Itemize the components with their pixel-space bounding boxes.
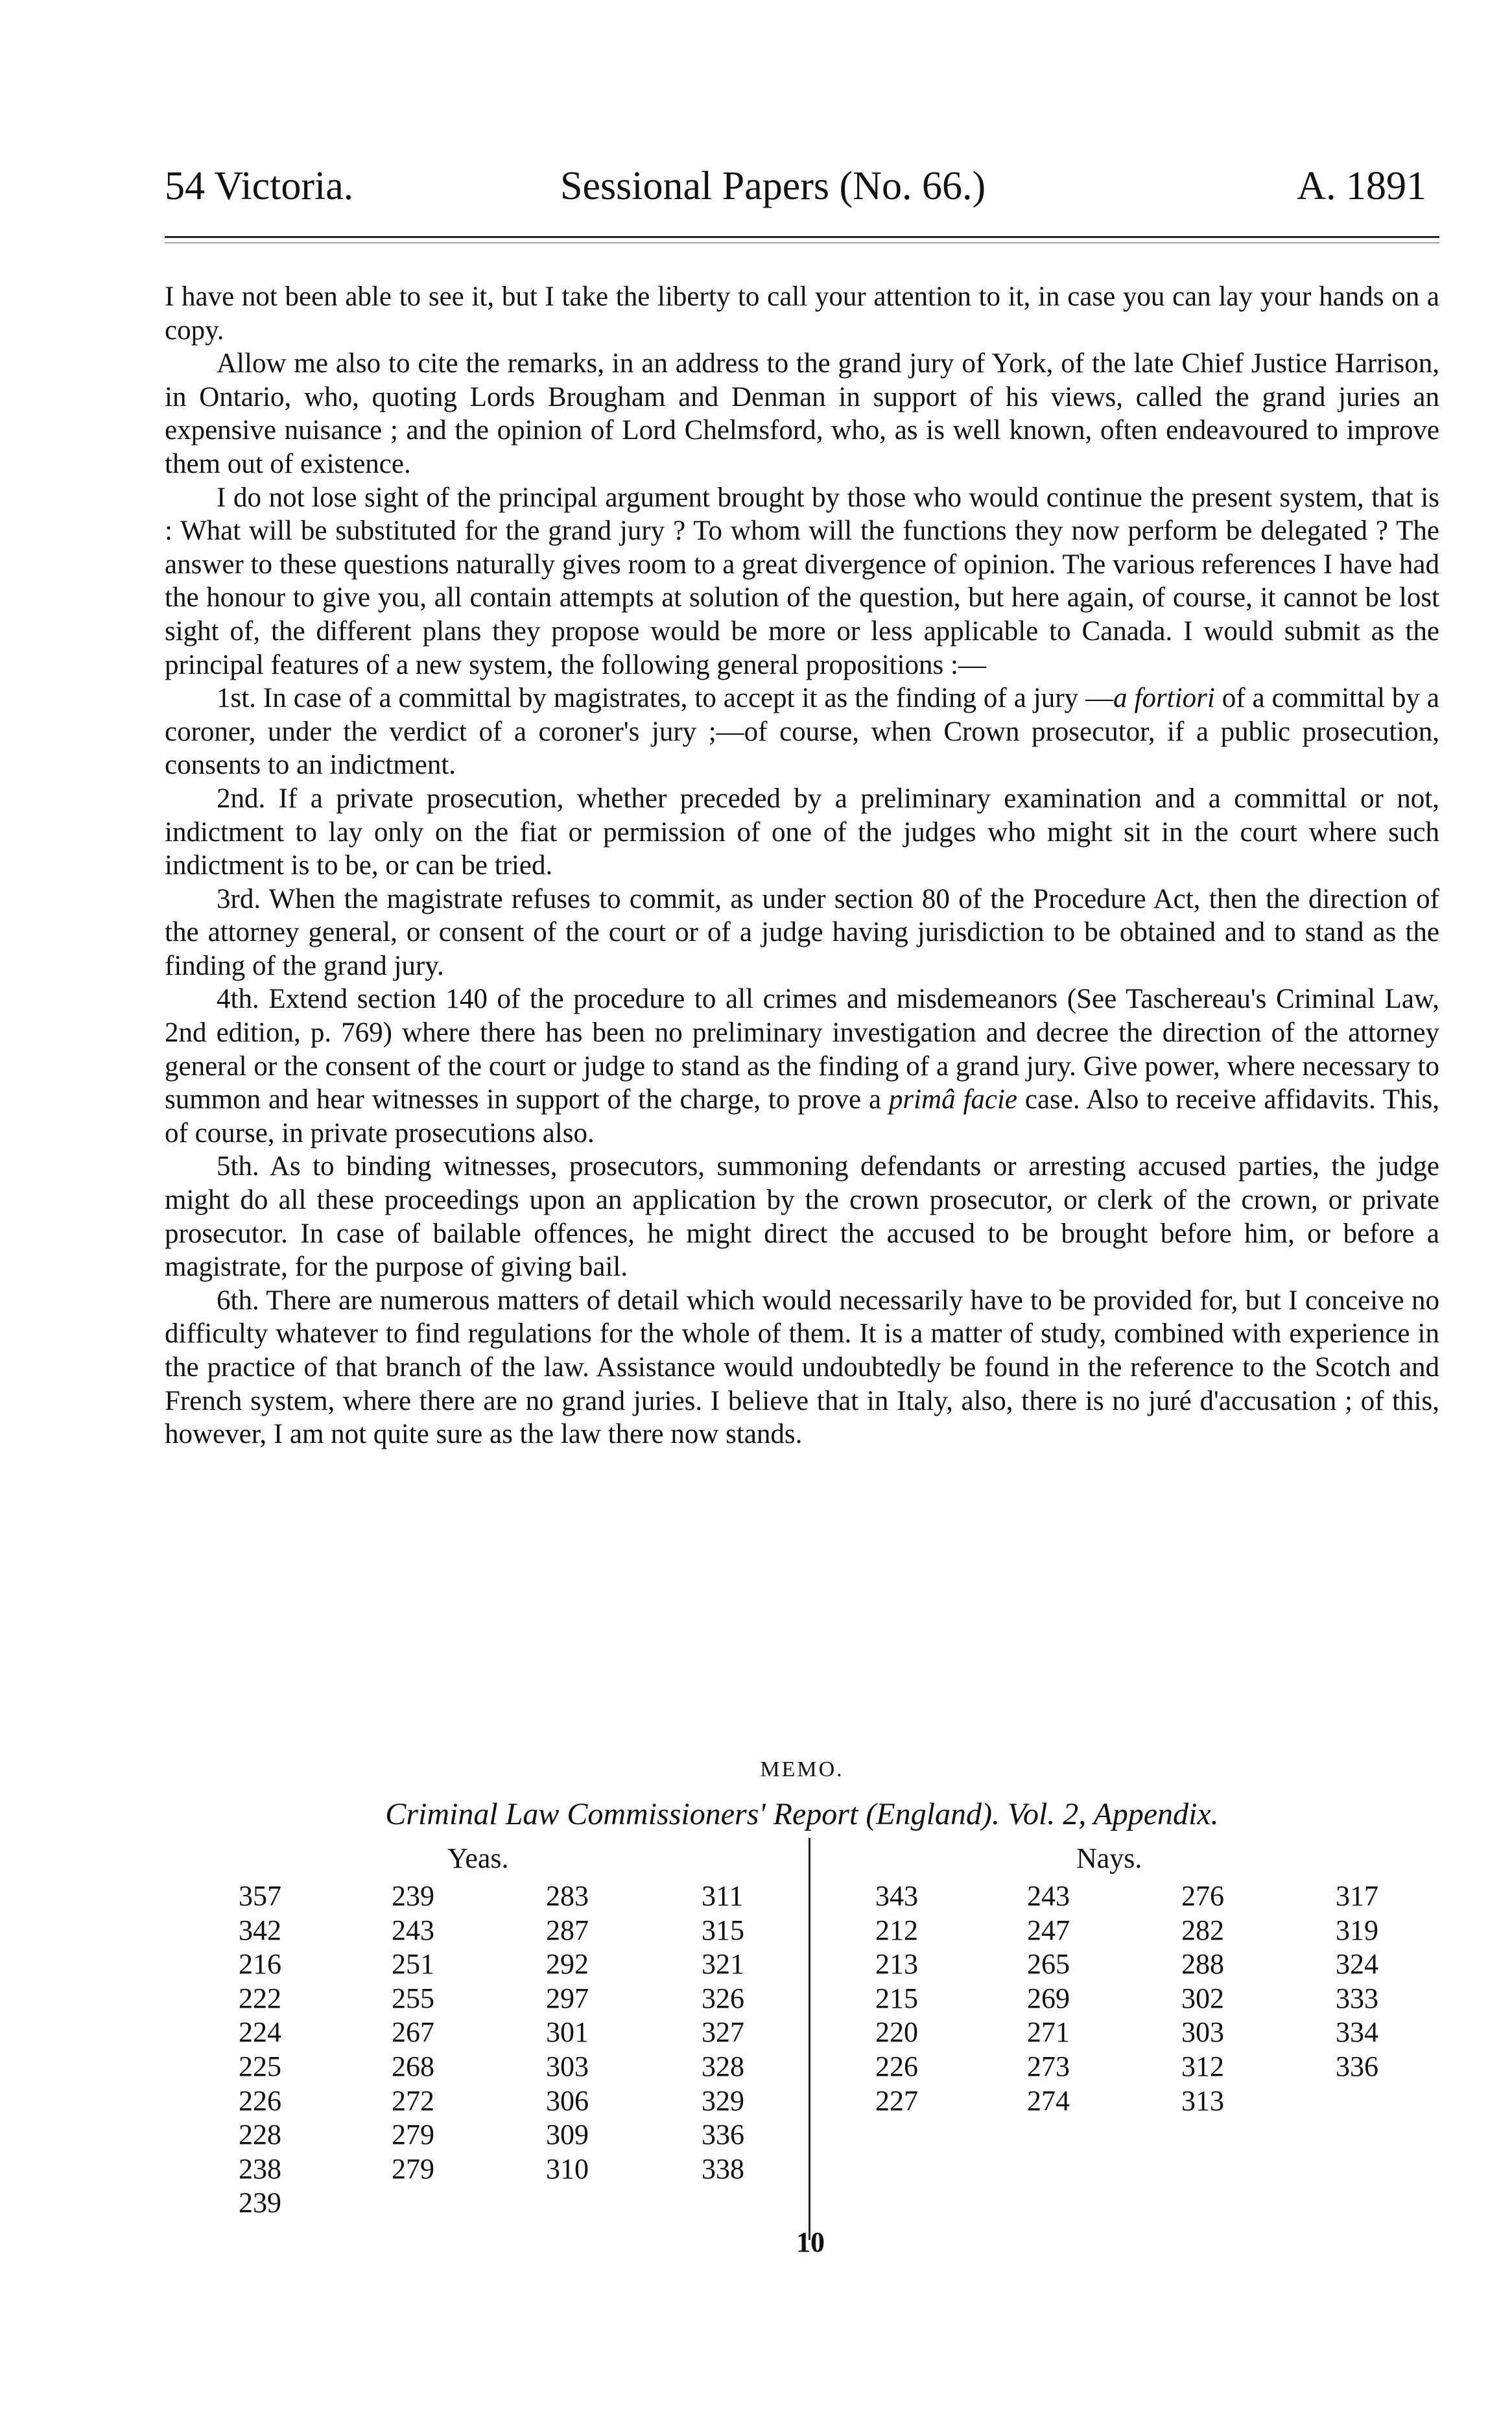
yeas-column-3 xyxy=(546,1879,624,2186)
vote-number: 301 xyxy=(546,2016,589,2049)
vote-number: 274 xyxy=(1027,2084,1070,2117)
paragraph-4 xyxy=(165,682,1439,782)
yeas-column-1 xyxy=(239,1879,316,2220)
nays-column-3 xyxy=(1181,1879,1259,2118)
paragraph-4-post: of a committal by a coroner, under the verdict of a coroner's jury ;—of course, when Crown prosecutor, if a public prosecution, consents to an indictment. xyxy=(165,683,1439,781)
paragraph-8: 5th. As to binding witnesses, prosecutors, summoning defendants or arresting accused parties, the judge might do all these proceedings upon an application by the crown prosecutor, or clerk of the crown, or private prosecutor. In case of bailable offences, he might direct the accused to be brought before him, or before a magistrate, for the purpose of giving bail. xyxy=(165,1151,1439,1283)
vote-number: 215 xyxy=(875,1982,918,2014)
memo-caption: Criminal Law Commissioners' Report (England). Vol. 2, Appendix. xyxy=(385,1797,1219,1831)
vote-number: 283 xyxy=(546,1880,589,1912)
vote-number: 311 xyxy=(702,1880,744,1912)
vote-number: 243 xyxy=(1027,1880,1070,1912)
vote-number: 306 xyxy=(546,2084,589,2117)
vote-number: 282 xyxy=(1181,1914,1224,1946)
vote-number: 267 xyxy=(392,2016,434,2049)
vote-number: 227 xyxy=(875,2084,918,2117)
vote-number: 328 xyxy=(702,2050,744,2082)
paragraph-9: 6th. There are numerous matters of detail which would necessarily have to be provided for, but I conceive no difficulty whatever to find regulations for the whole of them. It is a matter of study, combined with experience in the practice of that branch of the law. Assistance would undoubtedly be found in the reference to the Scotch and French system, where there are no grand juries. I believe that in Italy, also, there is no juré d'accusation ; of this, however, I am not quite sure as the law there now stands. xyxy=(165,1285,1439,1450)
vote-number: 288 xyxy=(1181,1948,1224,1981)
vote-number: 247 xyxy=(1027,1914,1070,1946)
vote-number: 342 xyxy=(239,1914,281,1946)
vote-number: 343 xyxy=(875,1880,918,1912)
vote-number: 268 xyxy=(392,2050,434,2082)
vote-number: 326 xyxy=(702,1982,744,2014)
paragraph-4-italic: a fortiori xyxy=(1113,683,1215,714)
yeas-heading: Yeas. xyxy=(447,1842,509,1874)
vote-number: 279 xyxy=(392,2152,434,2185)
vote-number: 212 xyxy=(875,1914,918,1946)
body-text xyxy=(165,280,1439,1451)
vote-number: 216 xyxy=(239,1948,281,1981)
paragraph-1: I have not been able to see it, but I take the liberty to call your attention to it, in case you can lay your hands on a copy. xyxy=(165,281,1439,346)
vote-number: 220 xyxy=(875,2016,918,2049)
vote-number: 272 xyxy=(392,2084,434,2117)
paragraph-7 xyxy=(165,982,1439,1150)
vote-number: 269 xyxy=(1027,1982,1070,2014)
paragraph-6: 3rd. When the magistrate refuses to commit, as under section 80 of the Procedure Act, then the direction of the attorney general, or consent of the court or of a judge having jurisdiction to be obtained and to stand as the finding of the grand jury. xyxy=(165,883,1439,981)
vote-number: 226 xyxy=(875,2050,918,2082)
paragraph-7-post: case. Also to receive affidavits. This, of course, in private prosecutions also. xyxy=(165,1084,1439,1148)
header-year: A. 1891 xyxy=(1297,164,1426,208)
vote-number: 336 xyxy=(702,2119,744,2151)
header-title: Sessional Papers (No. 66.) xyxy=(560,164,986,208)
vote-number: 334 xyxy=(1336,2016,1378,2049)
nays-column-4 xyxy=(1336,1879,1413,2084)
nays-column-1 xyxy=(875,1879,953,2118)
vote-number: 319 xyxy=(1336,1914,1378,1946)
page-header xyxy=(165,150,1439,222)
vote-number: 310 xyxy=(546,2152,589,2185)
paragraph-2: Allow me also to cite the remarks, in an address to the grand jury of York, of the late Chief Justice Harrison, in Ontario, who, quoting Lords Brougham and Denman in support of his views, called the grand juries an expensive nuisance ; and the opinion of Lord Chelmsford, who, as is well known, often endeavoured to improve them out of existence. xyxy=(165,348,1439,479)
nays-heading: Nays. xyxy=(1076,1842,1142,1874)
vote-number: 292 xyxy=(546,1948,589,1981)
nays-column-2 xyxy=(1027,1879,1105,2118)
paragraph-3: I do not lose sight of the principal argument brought by those who would continue the present system, that is : What will be substituted for the grand jury ? To whom will the functions they now perform be delegated ? The answer to these questions naturally gives room to a great divergence of opinion. The various references I have had the honour to give you, all contain attempts at solution of the question, but here again, of course, it cannot be lost sight of, the different plans they propose would be more or less applicable to Canada. I would submit as the principal features of a new system, the following general propositions :— xyxy=(165,482,1439,680)
vote-number: 271 xyxy=(1027,2016,1070,2049)
vote-number: 251 xyxy=(392,1948,434,1981)
vote-number: 327 xyxy=(702,2016,744,2049)
vote-number: 336 xyxy=(1336,2050,1378,2082)
vote-number: 287 xyxy=(546,1914,589,1946)
vote-number: 302 xyxy=(1181,1982,1224,2014)
vote-number: 265 xyxy=(1027,1948,1070,1981)
vote-number: 224 xyxy=(239,2016,281,2049)
vote-number: 315 xyxy=(702,1914,744,1946)
vote-number: 309 xyxy=(546,2119,589,2151)
vote-number: 243 xyxy=(392,1914,434,1946)
page-number: 10 xyxy=(796,2226,825,2258)
vote-number: 226 xyxy=(239,2084,281,2117)
vote-number: 333 xyxy=(1336,1982,1378,2014)
paragraph-4-pre: 1st. In case of a committal by magistrates, to accept it as the finding of a jury — xyxy=(217,683,1114,714)
yeas-column-2 xyxy=(392,1879,469,2186)
vote-number: 225 xyxy=(239,2050,281,2082)
vote-number: 324 xyxy=(1336,1948,1378,1981)
vote-number: 338 xyxy=(702,2152,744,2185)
vote-number: 276 xyxy=(1181,1880,1224,1912)
vote-number: 357 xyxy=(239,1880,281,1912)
vote-number: 321 xyxy=(702,1948,744,1981)
header-rule-thick xyxy=(165,236,1439,238)
paragraph-7-pre: 4th. Extend section 140 of the procedure to all crimes and misdemeanors (See Taschereau's Criminal Law, 2nd edition, p. 769) where there has been no preliminary investigation and decree the direction of the attorney general or the consent of the court or judge to stand as the finding of a grand jury. Give power, where necessary to summon and hear witnesses in support of the charge, to prove a xyxy=(165,984,1439,1115)
vote-number: 273 xyxy=(1027,2050,1070,2082)
yeas-column-4 xyxy=(702,1879,779,2186)
paragraph-5: 2nd. If a private prosecution, whether preceded by a preliminary examination and a committal or not, indictment to lay only on the fiat or permission of one of the judges who might sit in the court where such indictment is to be, or can be tried. xyxy=(165,783,1439,881)
vote-number: 317 xyxy=(1336,1880,1378,1912)
vote-number: 297 xyxy=(546,1982,589,2014)
header-session: 54 Victoria. xyxy=(165,164,354,208)
column-divider xyxy=(809,1838,810,2240)
memo-title: MEMO. xyxy=(760,1757,844,1781)
vote-number: 239 xyxy=(392,1880,434,1912)
vote-number: 255 xyxy=(392,1982,434,2014)
vote-number: 303 xyxy=(1181,2016,1224,2049)
vote-number: 213 xyxy=(875,1948,918,1981)
vote-number: 303 xyxy=(546,2050,589,2082)
vote-number: 313 xyxy=(1181,2084,1224,2117)
paragraph-7-italic: primâ facie xyxy=(888,1084,1018,1115)
vote-number: 222 xyxy=(239,1982,281,2014)
vote-number: 239 xyxy=(239,2187,281,2219)
vote-number: 312 xyxy=(1181,2050,1224,2082)
vote-number: 329 xyxy=(702,2084,744,2117)
vote-number: 279 xyxy=(392,2119,434,2151)
vote-number: 228 xyxy=(239,2119,281,2151)
vote-number: 238 xyxy=(239,2152,281,2185)
